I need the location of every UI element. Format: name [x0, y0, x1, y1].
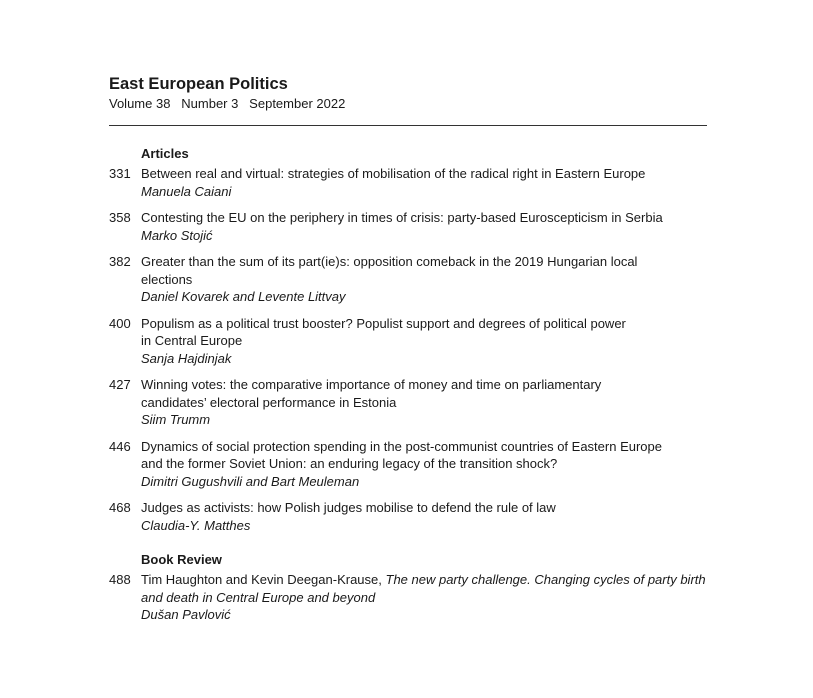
table-of-contents: [109, 74, 707, 624]
book-title-part-2: and death in Central Europe and beyond: [141, 589, 376, 605]
page-number: 382: [109, 254, 131, 269]
journal-title: East European Politics: [109, 75, 288, 93]
reviewed-authors: Tim Haughton and Kevin Deegan-Krause,: [141, 572, 386, 587]
article-author: Manuela Caiani: [141, 183, 232, 199]
toc-entry[interactable]: [109, 499, 707, 534]
reviewer: Dušan Pavlović: [141, 607, 231, 622]
article-title-line-2: candidates’ electoral performance in Estonia: [141, 394, 397, 410]
header-divider: [109, 125, 707, 126]
article-author: Claudia-Y. Matthes: [141, 517, 251, 533]
toc-entry[interactable]: [109, 315, 707, 368]
book-review-entry[interactable]: [109, 571, 707, 624]
page-number: 400: [109, 315, 131, 331]
book-review-heading: Book Review: [141, 552, 222, 567]
article-title-line-1: Greater than the sum of its part(ie)s: opposition comeback in the 2019 Hungarian local: [141, 254, 638, 269]
article-title-line-1: Dynamics of social protection spending in the post-communist countries of Eastern Europe: [141, 438, 662, 454]
toc-entry[interactable]: [109, 209, 707, 244]
article-title: Between real and virtual: strategies of mobilisation of the radical right in Eastern Europe: [141, 166, 646, 181]
article-title: Judges as activists: how Polish judges mobilise to defend the rule of law: [141, 500, 556, 515]
page-number: 488: [109, 572, 131, 587]
article-title-line-1: Winning votes: the comparative importance of money and time on parliamentary: [141, 377, 602, 392]
article-author: Siim Trumm: [141, 412, 211, 427]
page-number: 468: [109, 500, 131, 515]
book-title-part-1: The new party challenge. Changing cycles of party birth: [385, 572, 706, 587]
article-title: Contesting the EU on the periphery in times of crisis: party-based Euroscepticism in Serbia: [141, 210, 663, 225]
page-number: 427: [109, 377, 131, 392]
article-author: Sanja Hajdinjak: [141, 350, 232, 366]
article-author: Daniel Kovarek and Levente Littvay: [141, 289, 346, 304]
issue-info: Volume 38 Number 3 September 2022: [109, 96, 346, 111]
page-number: 446: [109, 438, 131, 454]
article-title-line-2: in Central Europe: [141, 333, 243, 348]
page-number: 358: [109, 210, 131, 225]
book-review-title-line-1: [141, 571, 707, 589]
toc-entry[interactable]: [109, 438, 707, 491]
article-title-line-2: and the former Soviet Union: an enduring legacy of the transition shock?: [141, 456, 558, 471]
article-title-line-1: Populism as a political trust booster? Populist support and degrees of political power: [141, 315, 626, 331]
toc-entry[interactable]: [109, 253, 707, 306]
toc-entry[interactable]: [109, 165, 707, 200]
article-author: Marko Stojić: [141, 227, 213, 243]
toc-entry[interactable]: [109, 376, 707, 429]
page-number: 331: [109, 166, 131, 181]
articles-heading: Articles: [141, 146, 189, 161]
article-author: Dimitri Gugushvili and Bart Meuleman: [141, 473, 360, 489]
article-title-line-2: elections: [141, 271, 193, 287]
